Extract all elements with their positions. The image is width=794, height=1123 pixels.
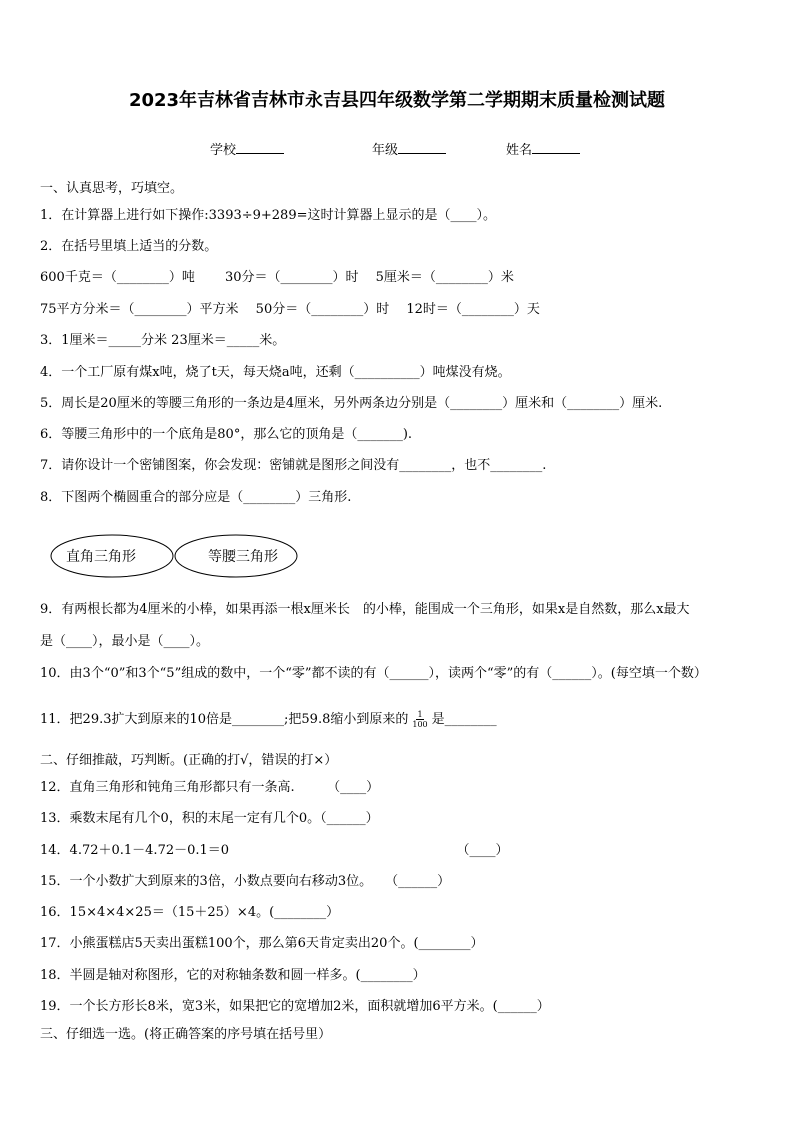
question-16: 16．15×4×4×25＝（15＋25）×4。(________） <box>40 905 340 920</box>
name-label: 姓名 <box>506 143 533 158</box>
fraction-numerator: 1 <box>417 710 423 719</box>
school-blank <box>236 141 284 154</box>
venn-right-label: 等腰三角形 <box>208 549 278 565</box>
question-5: 5．周长是20厘米的等腰三角形的一条边是4厘米，另外两条边分别是（________）厘米和（________）厘米. <box>40 396 663 411</box>
grade-field <box>372 139 446 158</box>
fraction <box>412 710 427 729</box>
question-6: 6．等腰三角形中的一个底角是80°，那么它的顶角是（_______). <box>40 427 413 442</box>
school-field <box>210 139 284 158</box>
school-label: 学校 <box>210 143 237 158</box>
question-9-line-1: 9．有两根长都为4厘米的小棒，如果再添一根x厘米长 的小棒，能围成一个三角形，如果x是自然数，那么x最大 <box>40 602 690 617</box>
question-13: 13．乘数末尾有几个0，积的末尾一定有几个0。（______） <box>40 811 379 826</box>
fraction-denominator: 100 <box>412 720 428 729</box>
name-blank <box>532 141 580 154</box>
question-10: 10．由3个“0”和3个“5”组成的数中，一个“零”都不读的有（______），读两个“零”的有（______）。(每空填一个数） <box>40 666 707 681</box>
question-7: 7．请你设计一个密铺图案，你会发现：密铺就是图形之间没有________，也不________. <box>40 458 547 473</box>
page-title: 2023年吉林省吉林市永吉县四年级数学第二学期期末质量检测试题 <box>128 90 666 111</box>
question-14: 14．4.72＋0.1－4.72－0.1＝0 （____） <box>40 843 509 858</box>
question-17: 17．小熊蛋糕店5天卖出蛋糕100个，那么第6天肯定卖出20个。(________） <box>40 936 484 951</box>
question-1: 1．在计算器上进行如下操作:3393÷9+289=这时计算器上显示的是（____）。 <box>40 208 496 223</box>
question-11-text-before: 11．把29.3扩大到原来的10倍是________;把59.8缩小到原来的 <box>40 712 409 727</box>
grade-label: 年级 <box>372 143 399 158</box>
question-11 <box>40 710 497 729</box>
question-18: 18．半圆是轴对称图形，它的对称轴条数和圆一样多。(________） <box>40 968 426 983</box>
question-4: 4．一个工厂原有煤x吨，烧了t天，每天烧a吨，还剩（__________）吨煤没有烧。 <box>40 365 511 380</box>
question-19: 19．一个长方形长8米，宽3米，如果把它的宽增加2米，面积就增加6平方米。(______） <box>40 999 550 1014</box>
question-2-row-1: 600千克＝（________）吨 30分＝（________）时 5厘米＝（________）米 <box>40 270 514 285</box>
section-2-heading: 二、仔细推敲，巧判断。(正确的打√，错误的打×） <box>40 753 338 768</box>
section-1-heading: 一、认真思考，巧填空。 <box>40 181 184 196</box>
question-2-row-2: 75平方分米＝（________）平方米 50分＝（________）时 12时＝（________）天 <box>40 302 540 317</box>
question-2: 2．在括号里填上适当的分数。 <box>40 239 218 254</box>
venn-diagram <box>50 533 300 579</box>
grade-blank <box>398 141 446 154</box>
section-3-heading: 三、仔细选一选。(将正确答案的序号填在括号里） <box>40 1027 332 1042</box>
question-9-line-2: 是（____），最小是（____）。 <box>40 634 210 649</box>
question-3: 3．1厘米＝_____分米 23厘米＝_____米。 <box>40 333 286 348</box>
question-8: 8．下图两个椭圆重合的部分应是（________）三角形. <box>40 490 352 505</box>
question-11-text-after: 是________ <box>431 712 497 727</box>
venn-left-label: 直角三角形 <box>66 549 136 565</box>
name-field <box>506 139 580 158</box>
question-12: 12．直角三角形和钝角三角形都只有一条高. （____） <box>40 780 380 795</box>
question-15: 15．一个小数扩大到原来的3倍，小数点要向右移动3位。 （______） <box>40 874 451 889</box>
